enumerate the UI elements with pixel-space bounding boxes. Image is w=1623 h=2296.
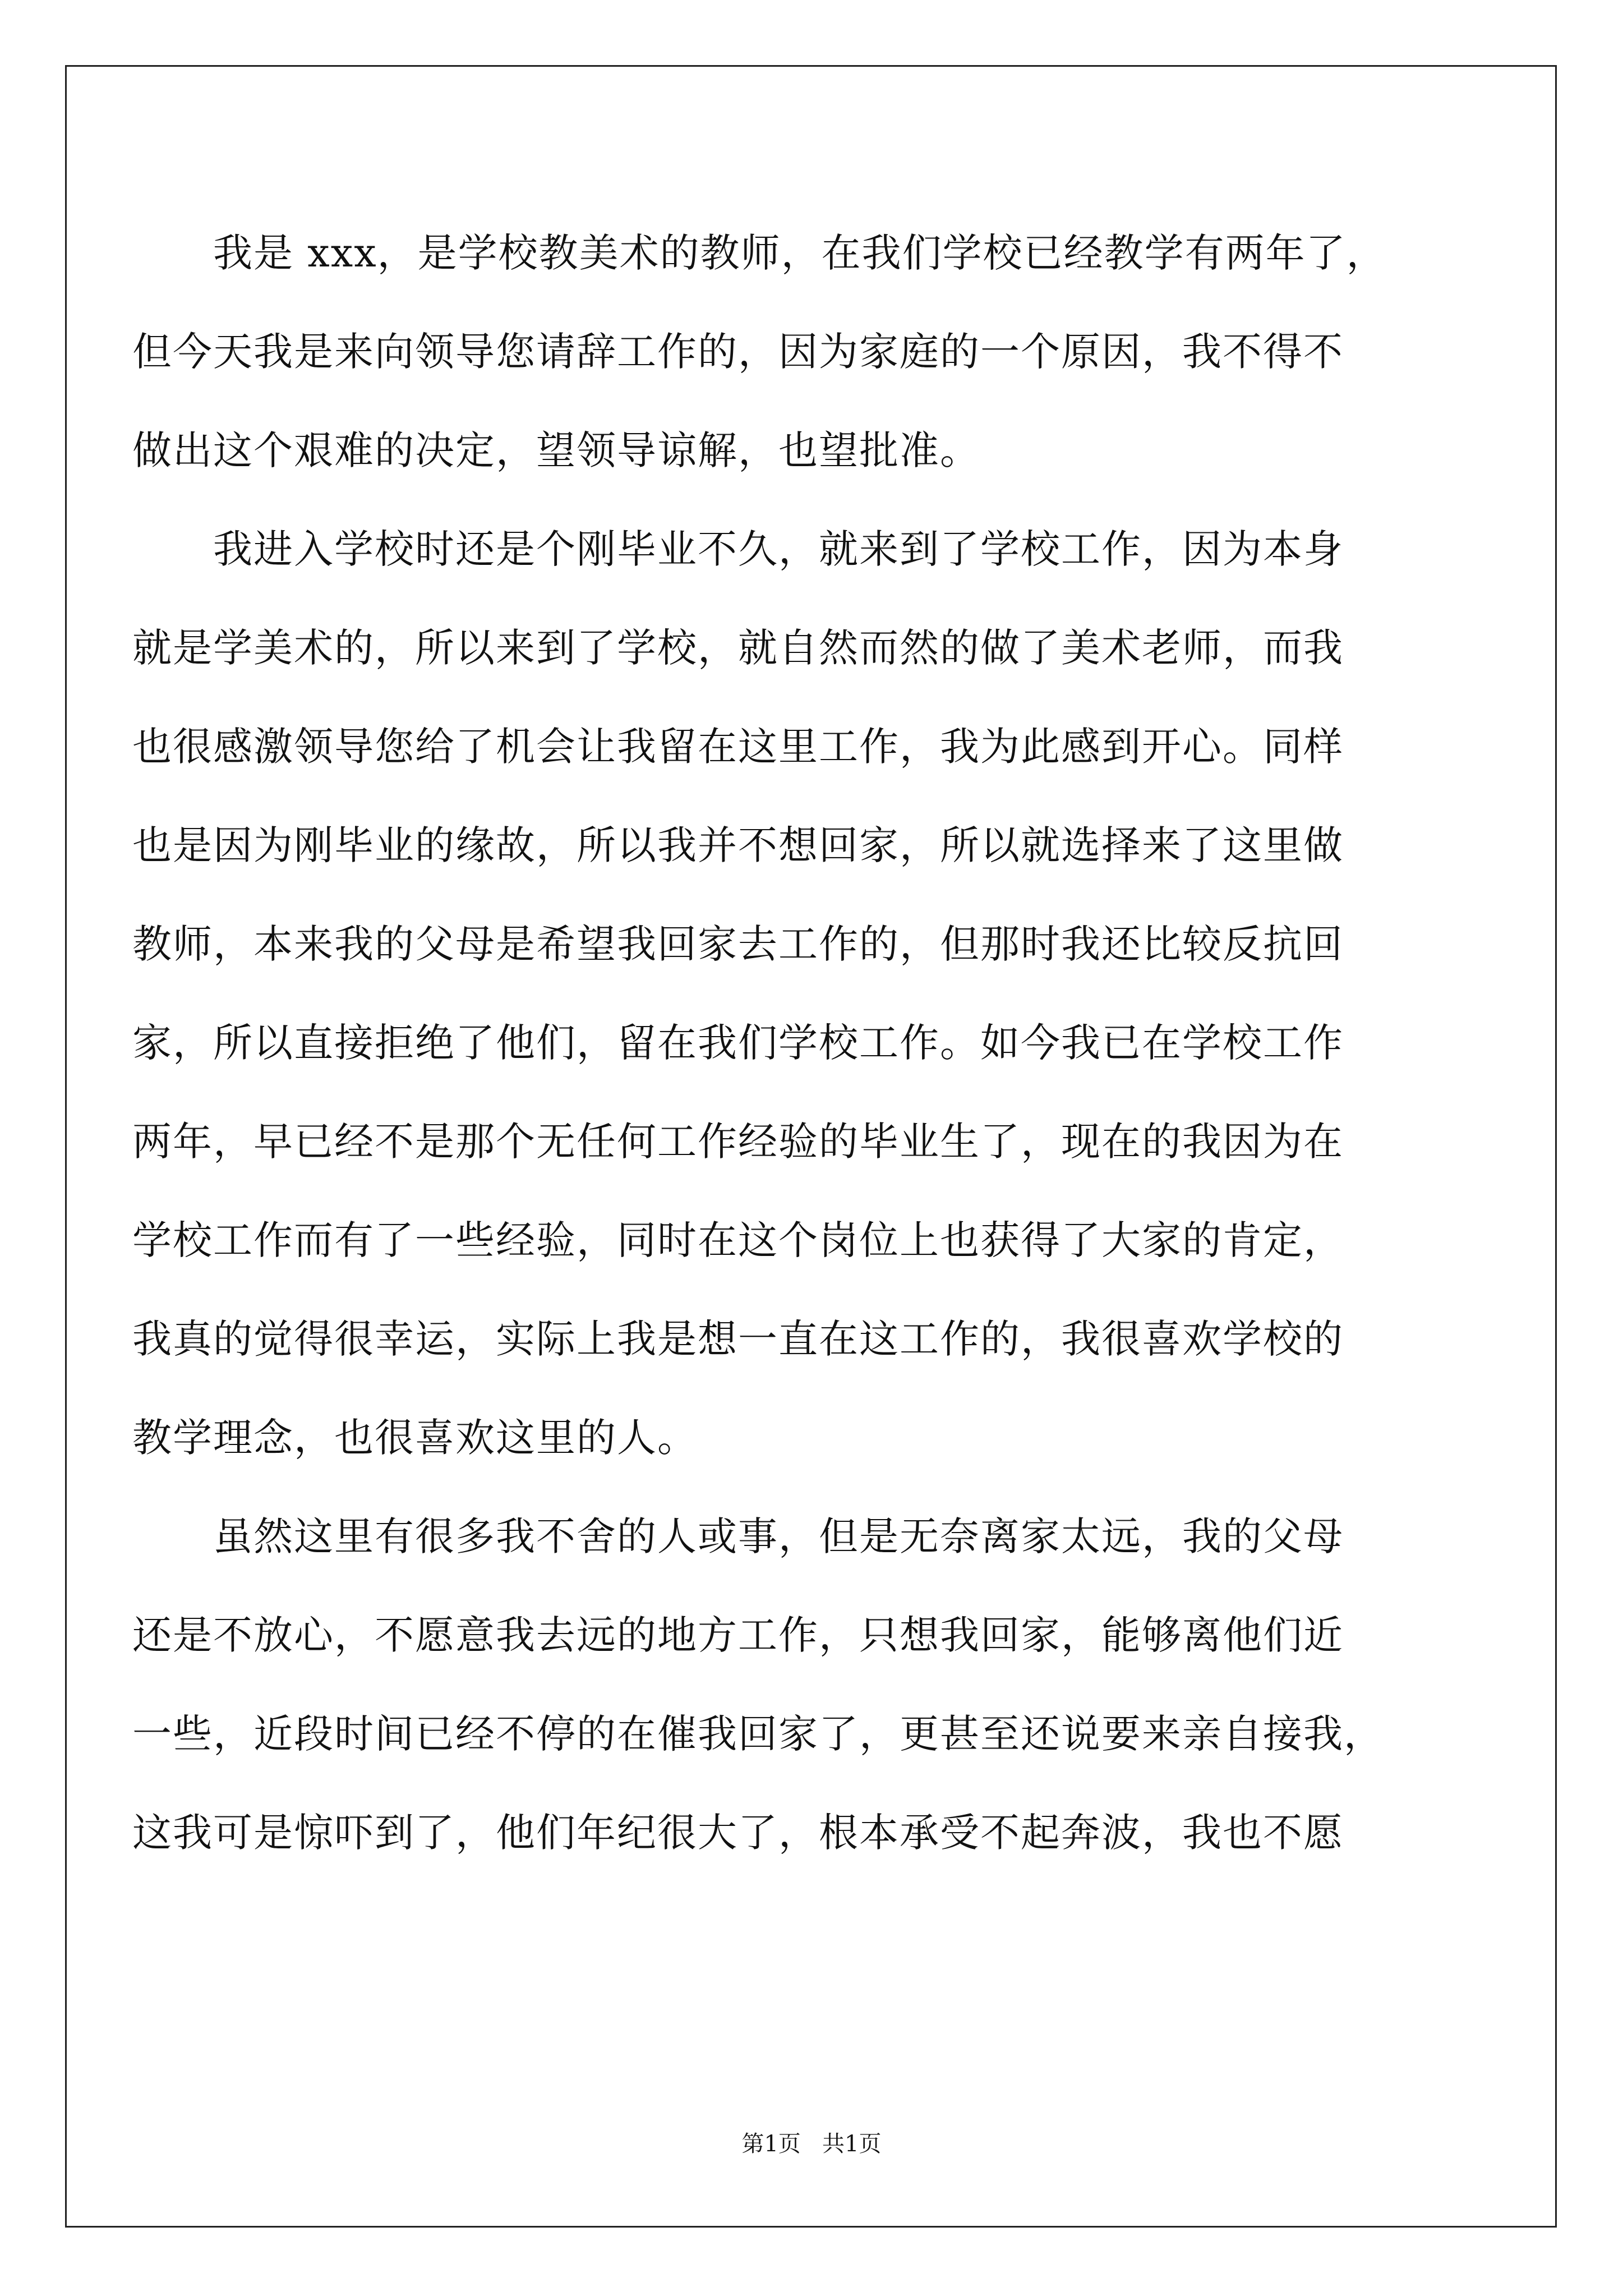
text-line: 就是学美术的，所以来到了学校，就自然而然的做了美术老师，而我 [132,625,1344,671]
text-line: 还是不放心，不愿意我去远的地方工作，只想我回家，能够离他们近 [132,1612,1344,1658]
text-line: 也是因为刚毕业的缘故，所以我并不想回家，所以就选择来了这里做 [132,822,1344,868]
text-line: 我真的觉得很幸运，实际上我是想一直在这工作的，我很喜欢学校的 [132,1316,1344,1362]
text-line: 但今天我是来向领导您请辞工作的，因为家庭的一个原因，我不得不 [132,329,1344,375]
page-number-footer: 第1页 共1页 [741,2131,882,2157]
text-line: 虽然这里有很多我不舍的人或事，但是无奈离家太远，我的父母 [213,1513,1344,1559]
text-line: 也很感激领导您给了机会让我留在这里工作，我为此感到开心。同样 [132,724,1344,770]
text-line: 做出这个艰难的决定，望领导谅解，也望批准。 [132,427,980,473]
text-line: 学校工作而有了一些经验，同时在这个岗位上也获得了大家的肯定， [132,1217,1344,1263]
text-line: 两年，早已经不是那个无任何工作经验的毕业生了，现在的我因为在 [132,1119,1344,1165]
text-line: 一些，近段时间已经不停的在催我回家了，更甚至还说要来亲自接我， [132,1711,1384,1757]
text-line: 教师，本来我的父母是希望我回家去工作的，但那时我还比较反抗回 [132,921,1344,967]
text-line: 我是 xxx，是学校教美术的教师，在我们学校已经教学有两年了， [213,230,1387,276]
text-line: 这我可是惊吓到了，他们年纪很大了，根本承受不起奔波，我也不愿 [132,1810,1344,1856]
text-line: 我进入学校时还是个刚毕业不久，就来到了学校工作，因为本身 [213,526,1344,572]
text-line: 家，所以直接拒绝了他们，留在我们学校工作。如今我已在学校工作 [132,1020,1344,1066]
text-line: 教学理念，也很喜欢这里的人。 [132,1415,698,1461]
